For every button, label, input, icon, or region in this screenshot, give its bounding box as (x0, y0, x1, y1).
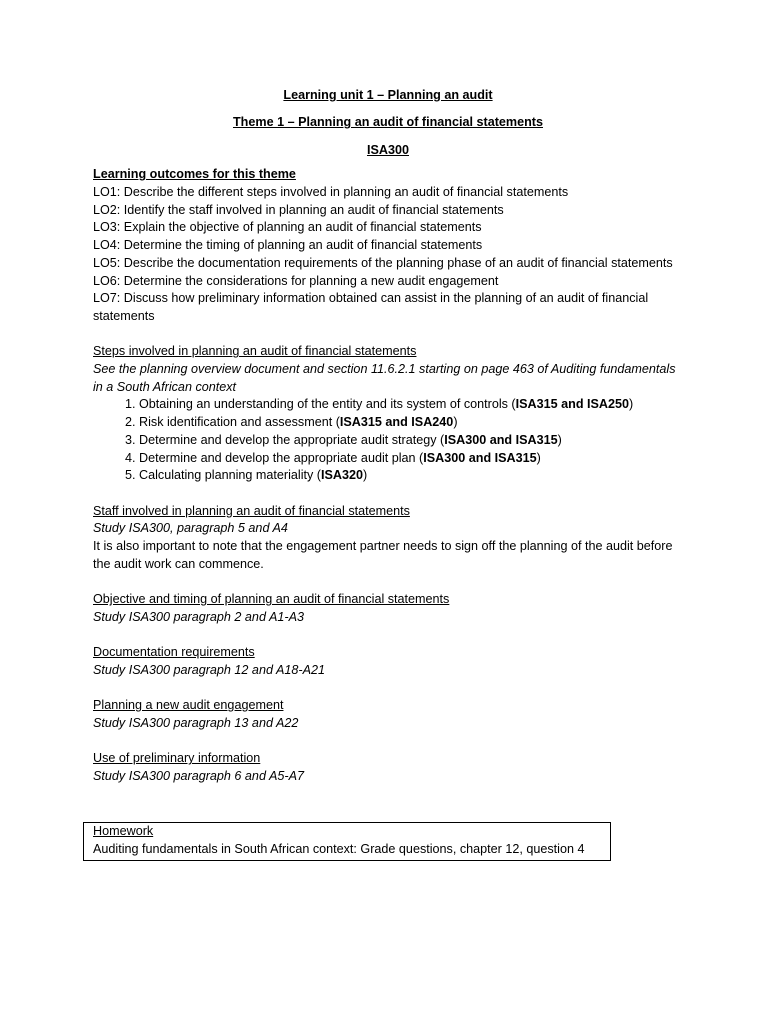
document-body (93, 87, 683, 786)
steps-heading: Steps involved in planning an audit of financial statements (93, 344, 417, 359)
preliminary-note: Study ISA300 paragraph 6 and A5-A7 (93, 769, 304, 784)
theme-title: Theme 1 – Planning an audit of financial statements (232, 115, 543, 130)
outcome-item: LO4: Determine the timing of planning an audit of financial statements (93, 238, 483, 253)
homework-box (83, 822, 611, 861)
objective-heading: Objective and timing of planning an audit of financial statements (93, 592, 450, 607)
outcome-item: LO7: Discuss how preliminary information obtained can assist in the planning of an audit of financial statements (93, 291, 649, 323)
unit-title: Learning unit 1 – Planning an audit (283, 88, 493, 102)
list-item: 1. Obtaining an understanding of the entity and its system of controls (ISA315 and ISA250) (139, 396, 683, 414)
outcome-item: LO1: Describe the different steps involved in planning an audit of financial statements (93, 185, 569, 199)
staff-note: Study ISA300, paragraph 5 and A4 (93, 521, 288, 536)
isa-reference: ISA320 (321, 468, 364, 483)
new-engagement-heading: Planning a new audit engagement (93, 698, 284, 713)
list-item: 2. Risk identification and assessment (ISA315 and ISA240) (139, 414, 683, 432)
objective-note: Study ISA300 paragraph 2 and A1-A3 (93, 609, 304, 624)
staff-body: It is also important to note that the engagement partner needs to sign off the planning of the audit before the audit work can commence. (93, 539, 673, 571)
standard-title: ISA300 (366, 142, 409, 157)
steps-list (93, 396, 683, 485)
new-engagement-note: Study ISA300 paragraph 13 and A22 (93, 716, 299, 731)
list-item: 3. Determine and develop the appropriate audit strategy (ISA300 and ISA315) (139, 432, 683, 450)
outcome-item: LO2: Identify the staff involved in planning an audit of financial statements (93, 202, 504, 217)
outcomes-heading: Learning outcomes for this theme (93, 167, 296, 182)
homework-heading: Homework (93, 824, 154, 838)
steps-note: See the planning overview document and section 11.6.2.1 starting on page 463 of Auditing fundamentals in a South African context (93, 362, 676, 394)
outcome-item: LO6: Determine the considerations for planning a new audit engagement (93, 273, 499, 288)
isa-reference: ISA315 and ISA240 (339, 415, 454, 430)
list-item: 5. Calculating planning materiality (ISA320) (139, 467, 683, 485)
list-item: 4. Determine and develop the appropriate audit plan (ISA300 and ISA315) (139, 450, 683, 468)
preliminary-heading: Use of preliminary information (93, 751, 261, 766)
outcome-item: LO5: Describe the documentation requirements of the planning phase of an audit of financial statements (93, 255, 673, 270)
homework-body: Auditing fundamentals in South African context: Grade questions, chapter 12, question 4 (93, 841, 585, 856)
isa-reference: ISA300 and ISA315 (423, 450, 537, 465)
staff-heading: Staff involved in planning an audit of financial statements (93, 503, 410, 518)
isa-reference: ISA300 and ISA315 (444, 432, 558, 447)
isa-reference: ISA315 and ISA250 (515, 397, 630, 412)
outcome-item: LO3: Explain the objective of planning an audit of financial statements (93, 220, 482, 235)
documentation-heading: Documentation requirements (93, 645, 255, 660)
documentation-note: Study ISA300 paragraph 12 and A18-A21 (93, 662, 325, 677)
